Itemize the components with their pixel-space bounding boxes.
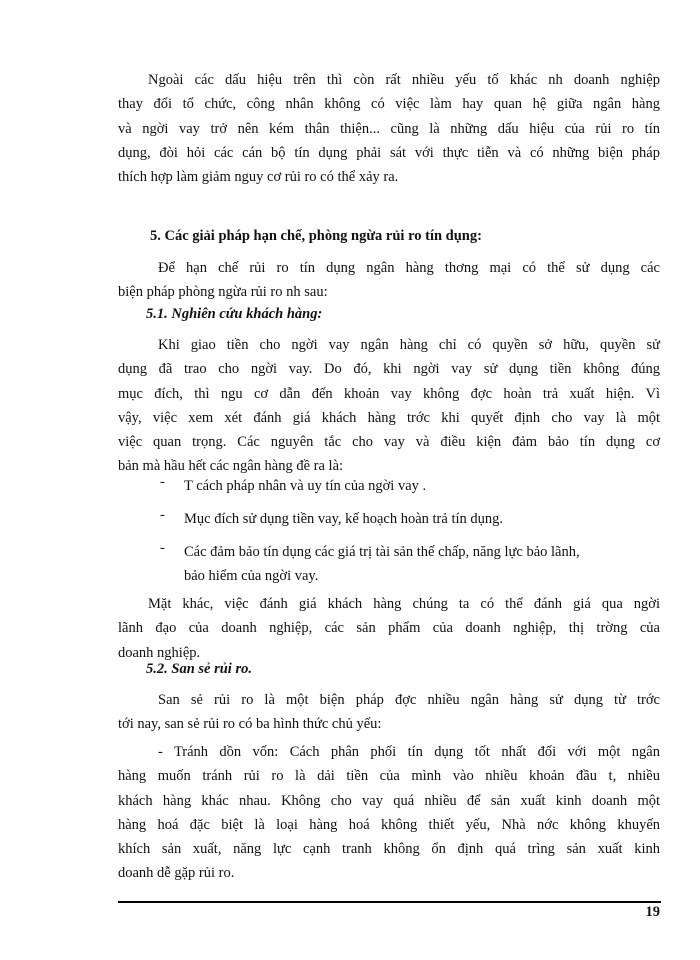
text-line: Mặt khác, việc đánh giá khách hàng chúng ta có thể đánh giá qua ngời [148, 596, 660, 612]
text-line: Khi giao tiền cho ngời vay ngân hàng chỉ có quyền sở hữu, quyền sử [158, 337, 660, 353]
dash-bullet: - [160, 474, 165, 490]
text-line: Các đảm bảo tín dụng các giá trị tài sản thế chấp, năng lực bảo lãnh, [184, 544, 580, 560]
paragraph-intro-measures [118, 256, 660, 305]
text-line: doanh dễ gặp rủi ro. [118, 865, 235, 882]
subsection-heading-5-1: 5.1. Nghiên cứu khách hàng: [146, 306, 323, 322]
text-line: việc quan trọng. Các nguyên tắc cho vay và điều kiện đảm bảo tín dụng cơ [118, 434, 660, 451]
text-line: Ngoài các dấu hiệu trên thì còn rất nhiều yếu tố khác nh doanh nghiệp [148, 72, 660, 88]
text-line: biện pháp phòng ngừa rủi ro nh sau: [118, 284, 328, 301]
text-line: hàng muốn tránh rủi ro là dải tiền của mình vào nhiều khoản đầu t, nhiều [118, 768, 660, 785]
text-line: Mục đích sử dụng tiền vay, kế hoạch hoàn trả tín dụng. [184, 511, 503, 527]
text-line: San sẻ rủi ro là một biện pháp đợc nhiều ngân hàng sử dụng từ trớc [158, 692, 660, 708]
text-line: lãnh đạo của doanh nghiệp, các sản phẩm của doanh nghiệp, thị trờng của [118, 620, 660, 637]
text-line: vậy, việc xem xét đánh giá khách hàng trớc khi quyết định cho vay là một [118, 409, 660, 426]
dash-bullet: - [160, 507, 165, 523]
subsection-heading-5-2: 5.2. San sẻ rủi ro. [146, 661, 252, 677]
paragraph-warning-signs [118, 68, 660, 189]
text-line: thay đổi tổ chức, công nhân không có việc làm hay quan hệ giữa ngân hàng [118, 96, 660, 113]
footer-rule [118, 901, 661, 903]
text-line: mục đích, thì ngu cơ dẫn đến khoản vay không đợc hoàn trả xuất hiện. Vì [118, 385, 660, 402]
text-line: tới nay, san sẻ rủi ro có ba hình thức chủ yếu: [118, 716, 382, 733]
dash-bullet: - [160, 540, 165, 556]
text-line: - Tránh dồn vốn: Cách phân phối tín dụng tốt nhất đối với một ngân [158, 744, 660, 760]
text-line: T cách pháp nhân và uy tín của ngời vay . [184, 478, 427, 494]
section-heading: 5. Các giải pháp hạn chế, phòng ngừa rủi ro tín dụng: [150, 228, 482, 244]
text-line: bản mà hầu hết các ngân hàng đề ra là: [118, 458, 344, 475]
text-line: dụng, đòi hỏi các cán bộ tín dụng phải sát với thực tiễn và có những biện pháp [118, 144, 660, 161]
paragraph-avoid-concentration [118, 740, 660, 886]
text-line: khách hàng khác nhau. Không cho vay quá nhiều để sản xuất kinh doanh một [118, 792, 660, 809]
text-line: doanh nghiệp. [118, 644, 201, 661]
text-line: hàng hoá đặc biệt là loại hàng hoá không thiết yếu, Nhà nớc không khuyến [118, 816, 660, 833]
text-line: và ngời vay trở nên kém thân thiện... cũng là những dấu hiệu của rủi ro tín [118, 120, 660, 137]
text-line: khích sản xuất, năng lực cạnh tranh không ổn định quá trìng sản xuất kinh [118, 841, 660, 858]
text-line: thích hợp làm giảm nguy cơ rủi ro có thể xảy ra. [118, 169, 399, 186]
text-line: bảo hiểm của ngời vay. [184, 568, 319, 585]
text-line: Để hạn chế rủi ro tín dụng ngân hàng thơng mại có thể sử dụng các [158, 260, 660, 276]
text-line: dụng đã trao cho ngời vay. Do đó, khi ngời vay sử dụng tiền không đúng [118, 361, 660, 378]
paragraph-evaluation [118, 592, 660, 665]
paragraph-customer-research [118, 333, 660, 479]
page-number: 19 [645, 904, 660, 920]
paragraph-risk-sharing [118, 688, 660, 737]
